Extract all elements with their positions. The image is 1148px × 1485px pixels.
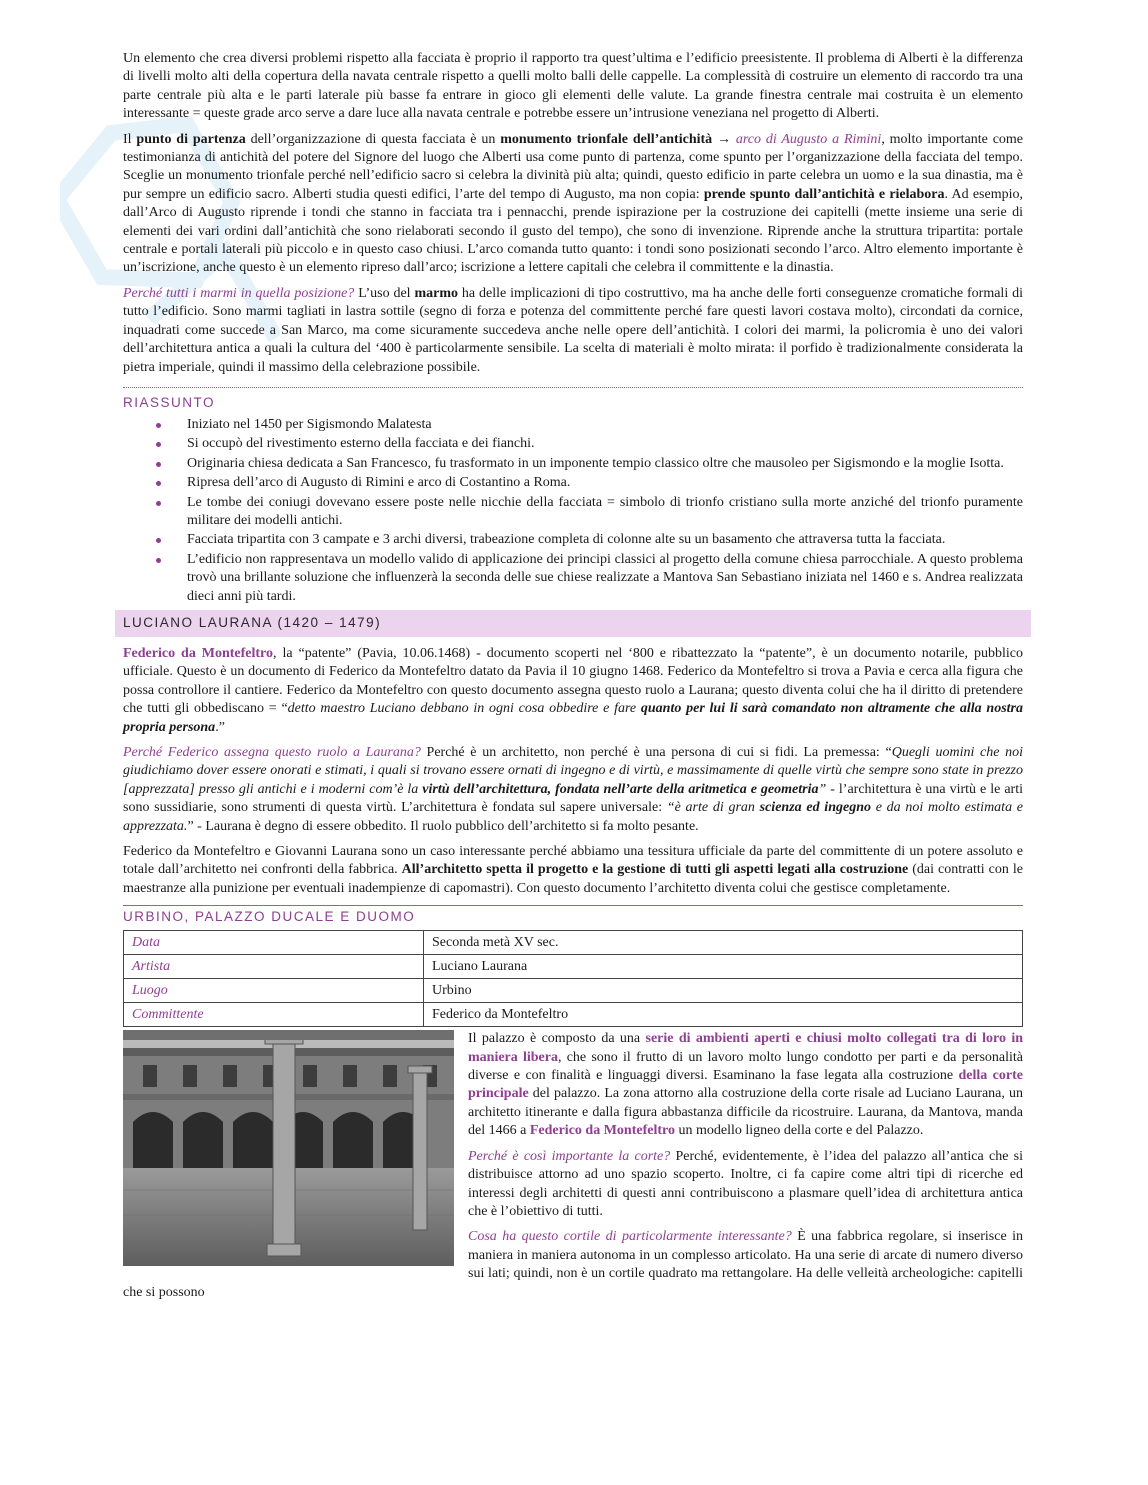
arrow-icon: → bbox=[712, 131, 736, 147]
riassunto-list bbox=[123, 416, 1023, 606]
arco-augusto-link: arco di Augusto a Rimini bbox=[735, 131, 882, 147]
paragraph-palazzo: Il palazzo è composto da una serie di ambienti aperti e chiusi molto collegati tra di loro in maniera libera, che sono il frutto di un lavoro molto lungo condotto per parti e da personalità diverse e con finalità e linguaggi diversi. Esaminano la fase legata alla costruzione della corte principale del palazzo. La zona attorno alla costruzione della corte risale ad Luciano Laurana, un architetto itinerante e dalla figura abbastanza difficile da ricostruire. Laurana, da Mantova, manda del 1466 a Federico da Montefeltro un modello ligneo della corte e del Palazzo. bbox=[468, 1031, 1023, 1139]
table-row: Luogo Urbino bbox=[124, 979, 1023, 1003]
riassunto-heading: RIASSUNTO bbox=[123, 394, 216, 410]
table-row: Artista Luciano Laurana bbox=[124, 955, 1023, 979]
list-item: Ripresa dell’arco di Augusto di Rimini e arco di Costantino a Roma. bbox=[187, 474, 1023, 492]
paragraph-cortile: Cosa ha questo cortile di particolarmente interessante? È una fabbrica regolare, si inserisce in maniera in maniera autonoma in un complesso articolato. Ha una serie di arcate di numero diverso sui lati; quindi, non è un cortile quadrato ma rettangolare. Ha delle velleità archeologiche: capitelli che si possono bbox=[123, 1229, 1023, 1300]
paragraph-corte: Perché è così importante la corte? Perché, evidentemente, è l’idea del palazzo all’antica che si distribuisce attorno ad uno spazio scoperto. Inoltre, ci fa capire come altri tipi di ricerche ed interessi degli architetti di questi anni contribuiscono a plasmare quell’idea di architettura antica che è l’obiettivo di tutti. bbox=[468, 1148, 1024, 1219]
list-item: Si occupò del rivestimento esterno della facciata e dei fianchi. bbox=[187, 435, 1023, 453]
document-page bbox=[123, 50, 1023, 1309]
dotted-divider bbox=[123, 387, 1023, 388]
paragraph-why-laurana: Perché Federico assegna questo ruolo a Laurana? Perché è un architetto, non perché è una persona di cui si fidi. La premessa: “Quegli uomini che noi giudichiamo dover essere onorati e stimati, i quali si trovano essere ornati di ingegno e di virtù, e massimamente di quelle virtù che sempre sono state in prezzo [apprezzata] presso gli antichi e i moderni com’è la virtù dell’architettura, fondata nell’arte della aritmetica e geometria” - l’architettura è una virtù e le arti sono sussidiarie, sono strumenti di questa virtù. L’architettura è fondata sul sapere universale: “è arte di gran scienza ed ingegno e da noi molto estimata e apprezzata.” - Laurana è degno di essere obbedito. Il ruolo pubblico dell’architetto si fa molto pesante. bbox=[123, 745, 1024, 834]
laurana-heading: LUCIANO LAURANA (1420 – 1479) bbox=[115, 610, 1031, 637]
paragraph-marble: Perché tutti i marmi in quella posizione? L’uso del marmo ha delle implicazioni di tipo costruttivo, ma ha anche delle forti conseguenze cromatiche formali di tutto l’edificio. Sono marmi tagliati in lastra sottile (segno di forza e potenza del committente perché fare questi lavori costava molto), circondati da cornice, inquadrati come succede a San Marco, ma come sicuramente succedeva anche nelle opere dell’antichità. I colori dei marmi, la policromia è uno dei valori dell’architettura antica a quali la cultura del ‘400 è particolarmente sensibile. La scelta di materiali è molto mirata: il porfido è tradizionalmente considerata la pietra imperiale, quindi il massimo della celebrazione possibile. bbox=[123, 285, 1023, 375]
urbino-heading: URBINO, PALAZZO DUCALE E DUOMO bbox=[123, 909, 416, 925]
paragraph-facade-problem: Un elemento che crea diversi problemi rispetto alla facciata è proprio il rapporto tra quest’ultima e l’edificio preesistente. Il problema di Alberti è la differenza di livelli molto alti della copertura della navata centrale rispetto a quelli molto balli delle cappelle. La complessità di costruire un elemento di raccordo tra una parte centrale più alta e le parti laterale più basse fa entrare in gioco gli elementi delle valute. La grande finestra centrale mai costruita è un elemento interessante = queste grade arco serve a dare luce alla navata centrale e potrebbe essere un’intrusione veneziana nel progetto di Alberti. bbox=[123, 51, 1023, 122]
list-item: Originaria chiesa dedicata a San Francesco, fu trasformato in un imponente tempio classico oltre che mausoleo per Sigismondo e la moglie Isotta. bbox=[187, 455, 1023, 473]
table-row: Committente Federico da Montefeltro bbox=[124, 1003, 1023, 1027]
solid-divider bbox=[123, 905, 1023, 906]
paragraph-starting-point: Il punto di partenza dell’organizzazione di questa facciata è un monumento trionfale dell’antichità → arco di Augusto a Rimini, molto importante come testimonianza di antichità del potere del Signore del luogo che Alberti usa come punto di partenza, come spunto per l’organizzazione della facciata del tempo. Sceglie un monumento trionfale perché nell’edificio sacro si celebra la divinità più alta; quindi, questo edificio in parte celebra un uomo e la sua dinastia, ma è pur sempre un edificio sacro. Alberti studia questi edifici, l’arte del tempo di Augusto, ma non copia: prende spunto dall’antichità e rielabora. Ad esempio, dall’Arco di Augusto riprende i tondi che stanno in facciata tra i pennacchi, prende ispirazione per la costruzione dei capitelli (mette insieme una serie di elementi dei vari ordini dall’antichità che sono rielaborati secondo il gusto del tempo), che sono di invenzione. Riprende anche la struttura tripartita: portale centrale e portali laterali più piccolo e in questo caso chiusi. L’arco comanda tutto quanto: i tondi sono posizionati secondo l’arco. Altro elemento importante è un’iscrizione, anche questo è un elemento ripreso dall’arco; iscrizione a lettere capitali che celebra il committente e la dinastia. bbox=[123, 131, 1024, 276]
paragraph-patente: Federico da Montefeltro, la “patente” (Pavia, 10.06.1468) - documento scoperti nel ‘800 e ribattezzato la “patente”, è un documento notarile, pubblico ufficiale. Questo è un documento di Federico da Montefeltro datato da Pavia il 10 giugno 1468. Federico da Montefeltro si trova a Pavia e cerca alla figura che possa controllore il cantiere. Federico da Montefeltro con questo documento assegna questo ruolo a Laurana; questo diventa colui che ha il diritto di pretendere che tutti gli obbediscano = “detto maestro Luciano debbano in ogni cosa obbedire e fare quanto per lui li sarà comandato non altramente che alla nostra propria persona.” bbox=[123, 645, 1023, 735]
courtyard-photo bbox=[123, 1030, 454, 1266]
list-item: Iniziato nel 1450 per Sigismondo Malatesta bbox=[187, 416, 1023, 434]
paragraph-architect-role: Federico da Montefeltro e Giovanni Laurana sono un caso interessante perché abbiamo una tessitura ufficiale da parte del committente di un potere assoluto e totale dall’architetto nei confronti della fabbrica. All’architetto spetta il progetto e la gestione di tutti gli aspetti legati alla costruzione (dai contratti con le maestranze alla punizione per eventuali inadempienze di capomastri). Con questo documento l’architetto diventa colui che gestisce completamente. bbox=[123, 844, 1023, 896]
list-item: Facciata tripartita con 3 campate e 3 archi diversi, trabeazione completa di colonne alte su un basamento che attraversa tutta la facciata. bbox=[187, 531, 1023, 549]
info-table bbox=[123, 930, 1023, 1027]
table-row: Data Seconda metà XV sec. bbox=[124, 931, 1023, 955]
list-item: Le tombe dei coniugi dovevano essere poste nelle nicchie della facciata = simbolo di trionfo cristiano sulla morte anziché del trionfo puramente militare dei modelli antichi. bbox=[187, 494, 1023, 531]
list-item: L’edificio non rappresentava un modello valido di applicazione dei principi classici al progetto della comune chiesa parrocchiale. A questo problema trovò una brillante soluzione che influenzerà la seconda delle sue chiese realizzate a Mantova San Sebastiano iniziata nel 1460 e s. Andrea realizzata dieci anni più tardi. bbox=[187, 551, 1023, 606]
